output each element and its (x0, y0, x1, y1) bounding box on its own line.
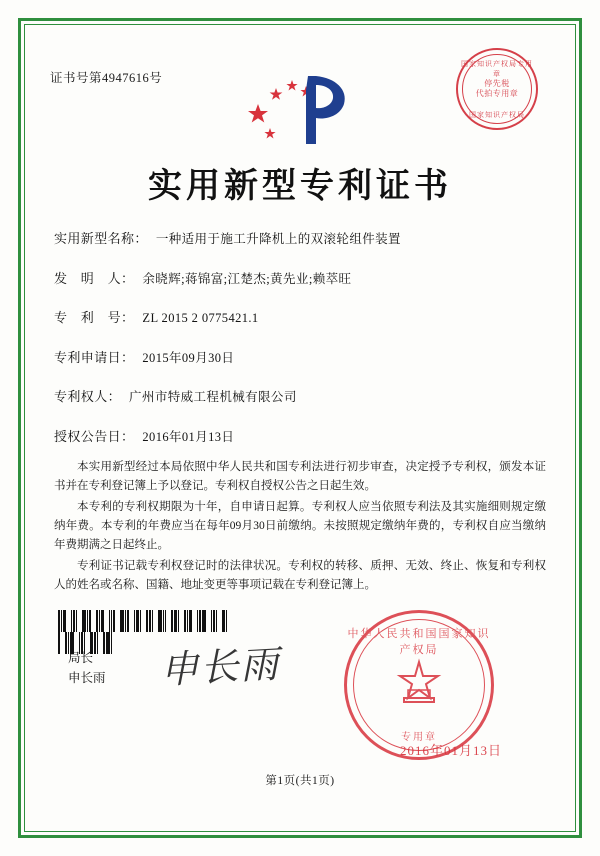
field-value: ZL 2015 2 0775421.1 (142, 311, 259, 325)
field-value: 2016年01月13日 (142, 429, 235, 444)
top-seal-center-text: 停先税 代拍专用章 (475, 79, 519, 98)
signature-title-block (68, 648, 106, 688)
handwritten-signature: 申长雨 (159, 641, 282, 693)
barcode (58, 610, 228, 632)
seal-date: 2016年01月13日 (399, 743, 502, 758)
field-row (54, 268, 546, 287)
top-seal-arc-top: 国家知识产权局专用章 (461, 60, 533, 78)
top-right-seal (456, 48, 538, 130)
certificate-number: 证书号第4947616号 (50, 71, 163, 85)
field-label: 授权公告日： (54, 428, 135, 444)
signature-role: 局长 (68, 651, 94, 665)
field-value: 余晓辉;蒋锦富;江楚杰;黄先业;赖萃旺 (142, 271, 352, 286)
certificate-content (40, 40, 560, 816)
page-title: 实用新型专利证书 (148, 166, 452, 206)
field-row (54, 426, 546, 445)
field-value: 2015年09月30日 (142, 350, 235, 365)
field-list (54, 228, 546, 465)
official-seal-arc-bottom: 专用章 (401, 732, 437, 743)
field-label: 实用新型名称： (54, 231, 148, 246)
field-row (54, 386, 546, 405)
legal-paragraph: 本专利的专利权期限为十年，自申请日起算。专利权人应当依照专利法及其实施细则规定缴纳年费。本专利的年费应当在每年09月30日前缴纳。未按照规定缴纳年费的，专利权自应当缴纳年费期满之日起终止。 (54, 501, 546, 551)
field-row (54, 228, 546, 247)
patent-office-logo (240, 70, 360, 148)
legal-paragraph: 专利证书记载专利权登记时的法律状况。专利权的转移、质押、无效、终止、恢复和专利权人的姓名或名称、国籍、地址变更等事项记载在专利登记簿上。 (54, 560, 546, 591)
field-label: 专利权人： (54, 389, 122, 404)
signature-printed-name: 申长雨 (68, 671, 106, 685)
legal-paragraph: 本实用新型经过本局依照中华人民共和国专利法进行初步审查，决定授予专利权，颁发本证书并在专利登记簿上予以登记。专利权自授权公告之日起生效。 (54, 461, 546, 492)
field-value: 一种适用于施工升降机上的双滚轮组件装置 (155, 232, 401, 246)
legal-text-block (54, 458, 546, 597)
field-label: 发 明 人： (54, 270, 135, 286)
field-row (54, 347, 546, 366)
field-value: 广州市特威工程机械有限公司 (129, 390, 297, 404)
field-label: 专 利 号： (54, 310, 135, 325)
field-label: 专利申请日： (54, 349, 135, 365)
official-seal-arc-top: 中华人民共和国国家知识产权局 (347, 628, 491, 656)
top-seal-arc-bottom: 国家知识产权局 (469, 111, 525, 119)
seal-emblem-icon (384, 650, 454, 720)
field-row (54, 307, 546, 326)
page-footer: 第1页(共1页) (265, 775, 335, 787)
official-seal (344, 610, 494, 760)
